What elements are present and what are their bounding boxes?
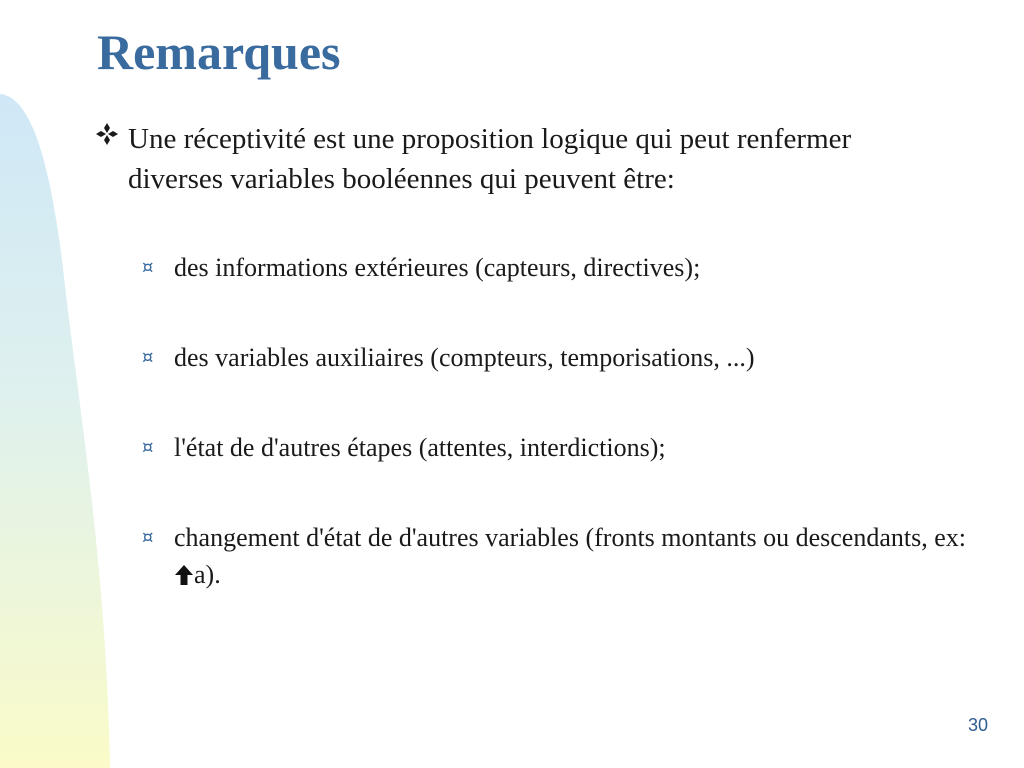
slide-title: Remarques	[97, 24, 341, 80]
up-arrow-icon	[174, 564, 194, 586]
currency-sign-icon: ¤	[142, 437, 154, 458]
diamond-four-icon	[95, 122, 119, 146]
sub-bullet-text-before: changement d'état de d'autres variables (fronts montants ou descendants, ex:	[174, 523, 966, 552]
sub-bullet-point	[142, 249, 972, 286]
sub-bullet-text-after: a).	[194, 560, 221, 589]
main-bullet-point	[95, 119, 945, 199]
sub-bullet-point	[142, 519, 972, 593]
sub-bullet-point	[142, 339, 972, 376]
sub-bullet-point	[142, 429, 972, 466]
sub-bullet-text	[174, 519, 972, 593]
sub-bullet-text: des informations extérieures (capteurs, directives);	[174, 253, 701, 282]
sub-bullet-text: des variables auxiliaires (compteurs, temporisations, ...)	[174, 343, 755, 372]
page-number: 30	[967, 715, 988, 735]
currency-sign-icon: ¤	[142, 257, 154, 278]
sub-bullet-text: l'état de d'autres étapes (attentes, interdictions);	[174, 433, 666, 462]
currency-sign-icon: ¤	[142, 527, 154, 548]
currency-sign-icon: ¤	[142, 347, 154, 368]
main-bullet-text: Une réceptivité est une proposition logique qui peut renfermer diverses variables booléennes qui peuvent être:	[128, 123, 852, 195]
